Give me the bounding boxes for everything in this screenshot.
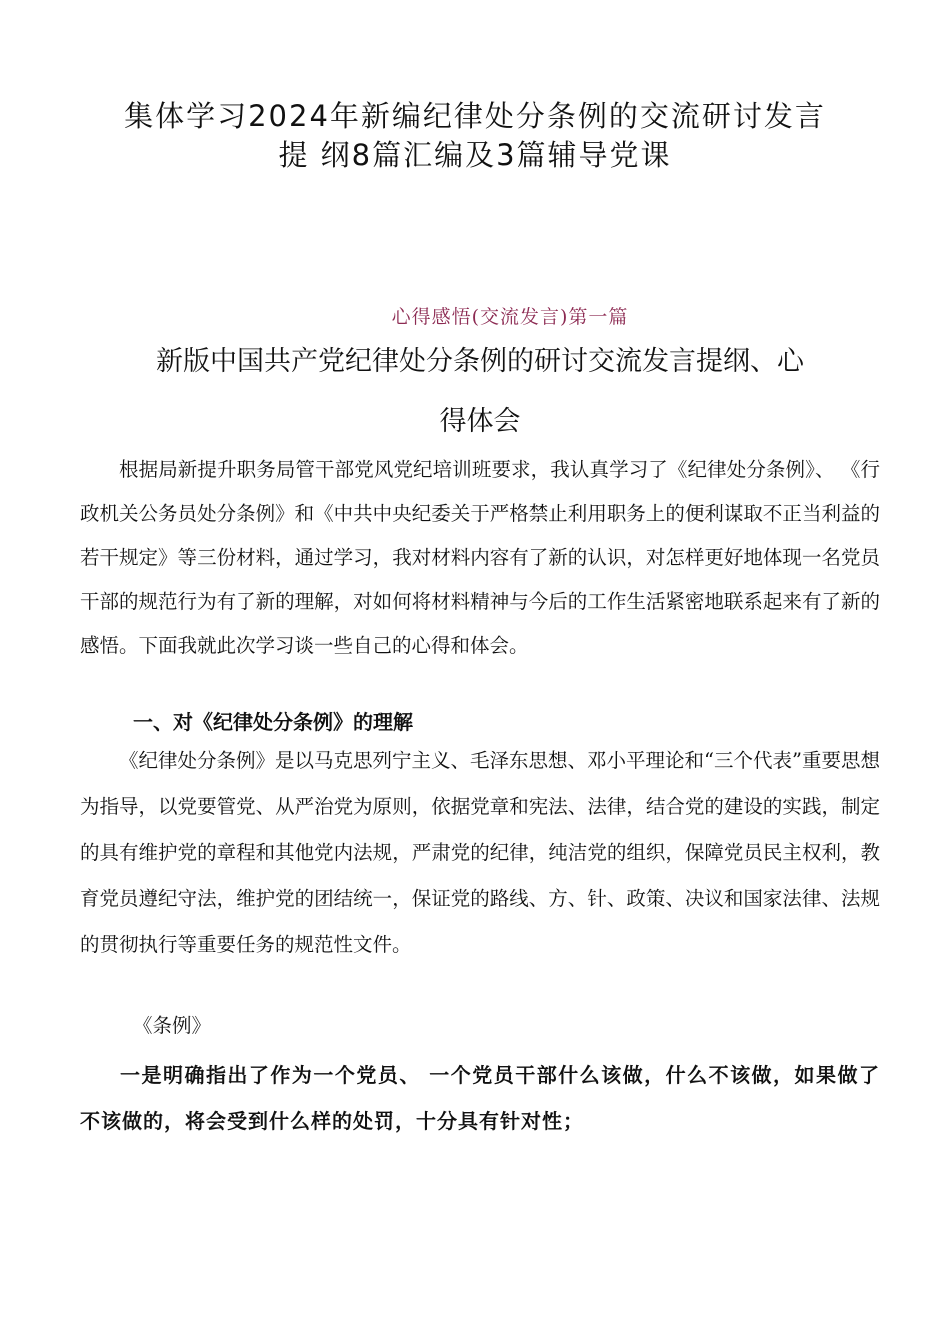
- paragraph-point-one: 一是明确指出了作为一个党员、 一个党员干部什么该做，什么不该做，如果做了不该做的，将会受到什么样的处罚，十分具有针对性；: [80, 1063, 880, 1133]
- article-title-line-1: 新版中国共产党纪律处分条例的研讨交流发言提纲、心: [156, 346, 804, 377]
- section-label: 心得感悟(交流发言)第一篇: [391, 306, 629, 328]
- section-heading-1: 一、对《纪律处分条例》的理解: [133, 710, 413, 734]
- paragraph-regulation-definition: 《纪律处分条例》是以马克思列宁主义、毛泽东思想、邓小平理论和“三个代表”重要思想为指导，以党要管党、从严治党为原则，依据党章和宪法、法律，结合党的建设的实践，制定的具有维护党的章程和其他党内法规，严肃党的纪律，纯洁党的组织，保障党员民主权利，教育党员遵纪守法，维护党的团结统一，保证党的路线、方、针、政策、决议和国家法律、法规的贯彻执行等重要任务的规范性文件。: [80, 749, 880, 956]
- paragraph-regulation-short: 《条例》: [133, 1014, 212, 1037]
- paragraph-intro: 根据局新提升职务局管干部党风党纪培训班要求，我认真学习了《纪律处分条例》、 《行政机关公务员处分条例》和《中共中央纪委关于严格禁止利用职务上的便利谋取不正当利益的若干规定》等三份材料，通过学习，我对材料内容有了新的认识，对怎样更好地体现一名党员干部的规范行为有了新的理解，对如何将材料精神与今后的工作生活紧密地联系起来有了新的感悟。下面我就此次学习谈一些自己的心得和体会。: [80, 458, 880, 657]
- article-title-line-2: 得体会: [439, 406, 521, 437]
- document-title-line-1: 集体学习2024年新编纪律处分条例的交流研讨发言: [124, 99, 826, 133]
- document-title-line-2: 提 纲8篇汇编及3篇辅导党课: [278, 138, 672, 172]
